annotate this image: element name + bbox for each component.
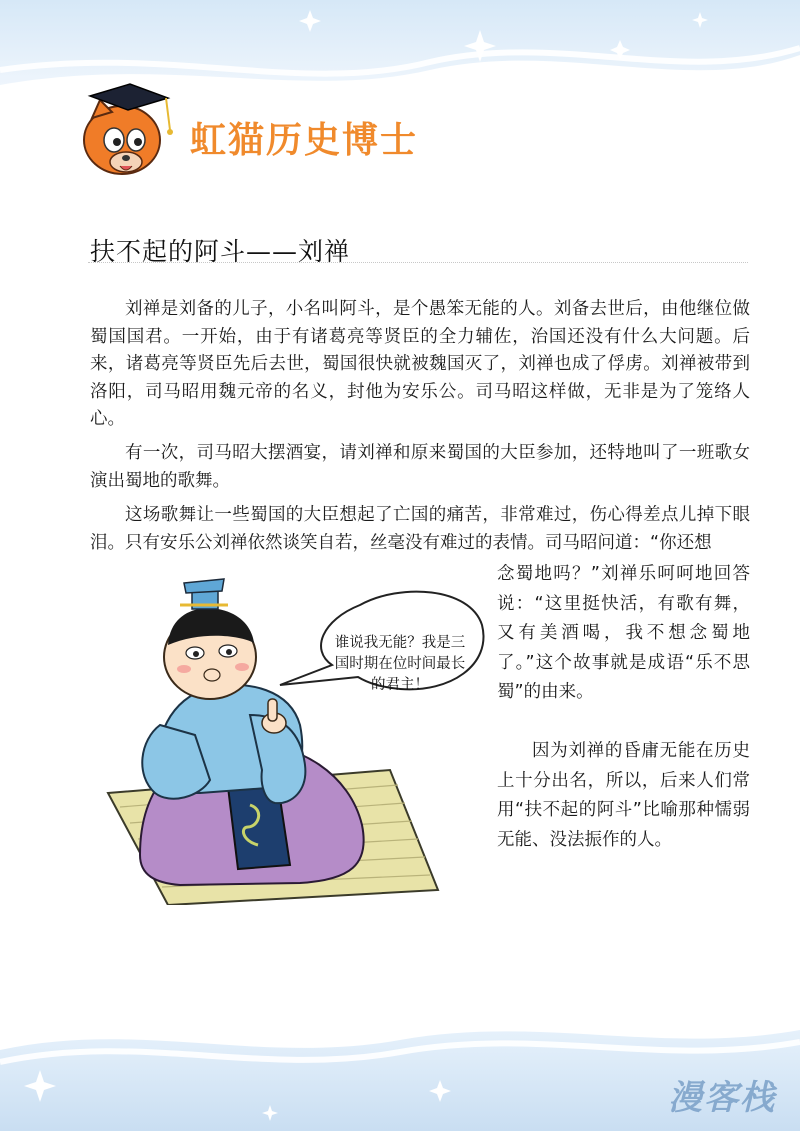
paragraph-4: 因为刘禅的昏庸无能在历史上十分出名，所以，后来人们常用“扶不起的阿斗”比喻那种懦弱无能、没法振作的人。 (497, 741, 750, 850)
liu-shan-illustration (100, 565, 490, 905)
mascot-cat-icon (70, 78, 180, 188)
paragraph-3: 这场歌舞让一些蜀国的大臣想起了亡国的痛苦，非常难过，伤心得差点儿掉下眼泪。只有安乐公刘禅依然谈笑自若，丝毫没有难过的表情。司马昭问道：“你还想 (90, 505, 750, 553)
paragraph-1: 刘禅是刘备的儿子，小名叫阿斗，是个愚笨无能的人。刘备去世后，由他继位做蜀国国君。一开始，由于有诸葛亮等贤臣的全力辅佐，治国还没有什么大问题。后来，诸葛亮等贤臣先后去世，蜀国很快就被魏国灭了，刘禅也成了俘虏。刘禅被带到洛阳，司马昭用魏元帝的名义，封他为安乐公。司马昭这样做，无非是为了笼络人心。 (90, 299, 750, 429)
paragraph-3-continued: 念蜀地吗？”刘禅乐呵呵地回答说：“这里挺快活，有歌有舞，又有美酒喝，我不想念蜀地了。”这个故事就是成语“乐不思蜀”的由来。 (497, 564, 750, 702)
article-title: 扶不起的阿斗——刘禅 (90, 237, 351, 266)
watermark-logo: 漫客栈 (668, 1078, 776, 1118)
speech-bubble-text: 谁说我无能？我是三国时期在位时间最长的君主！ (334, 635, 466, 693)
paragraph-2: 有一次，司马昭大摆酒宴，请刘禅和原来蜀国的大臣参加，还特地叫了一班歌女演出蜀地的歌舞。 (90, 443, 750, 491)
title-divider (88, 262, 748, 264)
section-title: 虹猫历史博士 (190, 120, 419, 161)
